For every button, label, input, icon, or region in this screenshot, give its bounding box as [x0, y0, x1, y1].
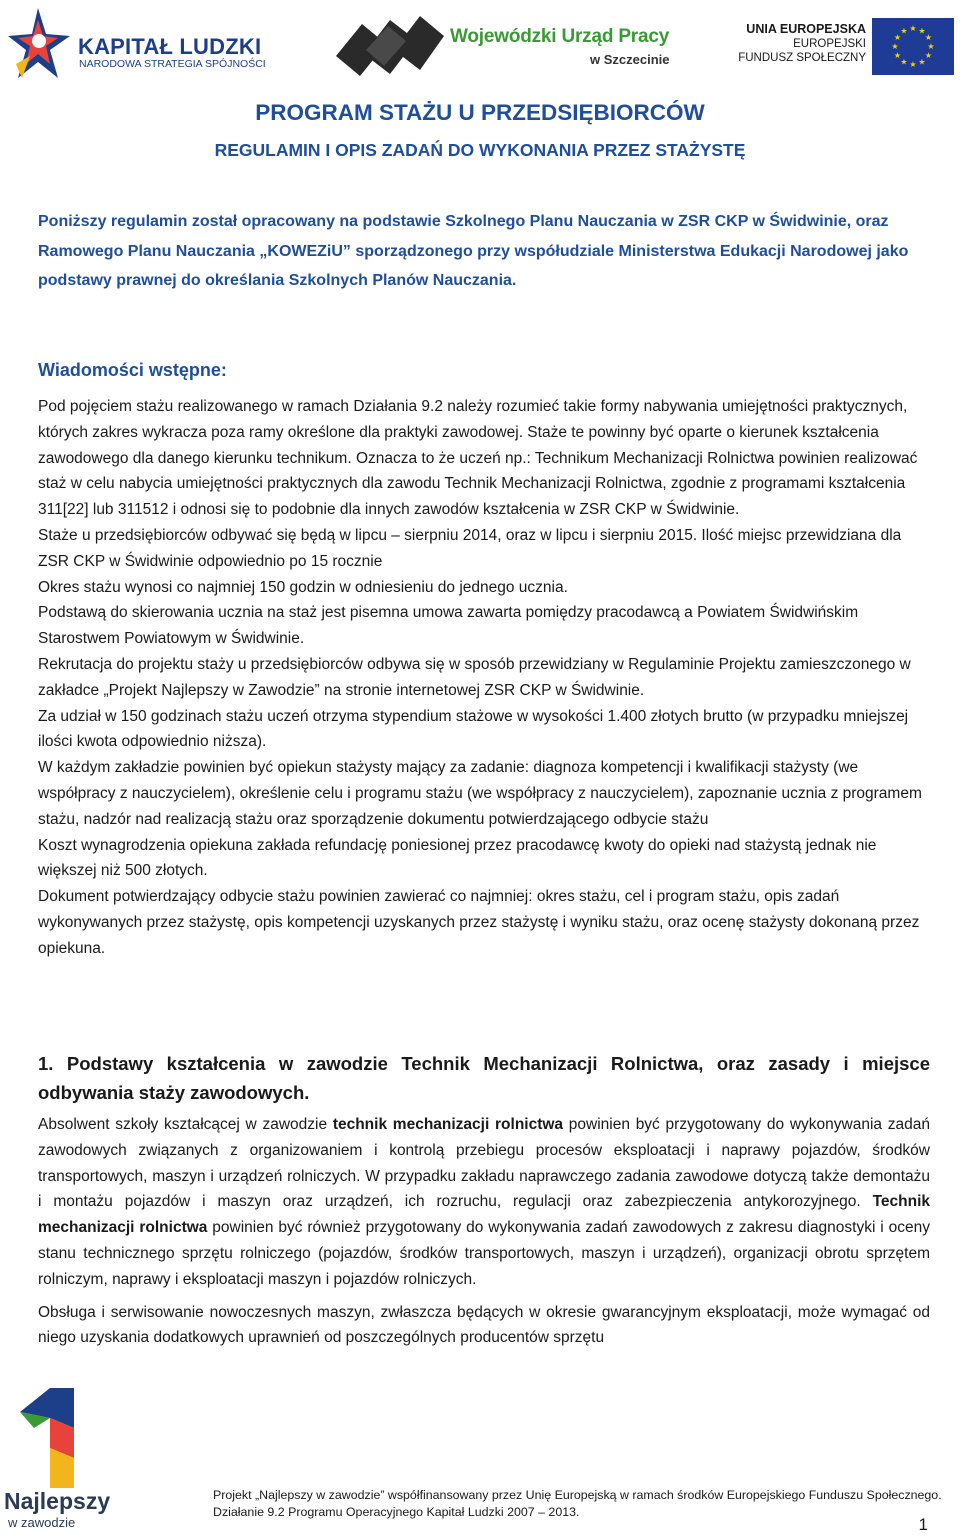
paragraph: Koszt wynagrodzenia opiekuna zakłada refundację poniesionej przez pracodawcę kwoty do opieki nad stażystą jednak nie większej niż 500 złotych.	[38, 836, 877, 880]
najlepszy-w-zawodzie-logo	[4, 1388, 124, 1533]
najlepszy-subtitle: w zawodzie	[8, 1515, 76, 1530]
kapital-ludzki-logo	[8, 6, 266, 82]
svg-text:★: ★	[893, 33, 902, 42]
eu-line2: EUROPEJSKI	[793, 38, 866, 50]
paragraph: Dokument potwierdzający odbycie stażu powinien zawierać co najmniej: okres stażu, cel i program stażu, opis zadań wykonywanych przez stażystę, opis kompetencji uzyskanych przez stażystę i wyniku stażu, oraz ocenę stażysty dokonaną przez opiekuna.	[38, 888, 920, 957]
section-1-title: 1. Podstawy kształcenia w zawodzie Technik Mechanizacji Rolnictwa, oraz zasady i miejsce odbywania staży zawodowych.	[38, 1053, 930, 1103]
footer-line-1: Projekt „Najlepszy w zawodzie” współfinansowany przez Unię Europejską w ramach środków Europejskiego Funduszu Społecznego.	[213, 1488, 942, 1502]
wup-cards-icon	[336, 14, 448, 76]
page-number: 1	[918, 1515, 928, 1534]
paragraph: Okres stażu wynosi co najmniej 150 godzin w odniesieniu do jednego ucznia.	[38, 578, 568, 596]
intro-paragraph: Poniższy regulamin został opracowany na podstawie Szkolnego Planu Nauczania w ZSR CKP w Świdwinie, oraz Ramowego Planu Nauczania „KOWEZiU” sporządzonego przy współudziale Ministerstwa Edukacji Narodowej jako podstawy prawnej do określania Szkolnych Planów Nauczania.	[38, 213, 909, 289]
paragraph: Podstawą do skierowania ucznia na staż jest pisemna umowa zawarta pomiędzy pracodawcą a Powiatem Świdwińskim Starostwem Powiatowym w Świdwinie.	[38, 604, 859, 648]
section-1-paragraph-2: Obsługa i serwisowanie nowoczesnych maszyn, zwłaszcza będących w okresie gwarancyjnym eksploatacji, może wymagać od niego uzyskania dodatkowych uprawnień od poszczególnych producentów sprzętu	[38, 1303, 930, 1347]
section-1-paragraph-1: Absolwent szkoły kształcącej w zawodzie technik mechanizacji rolnictwa powinien być przygotowany do wykonywania zadań zawodowych związanych z organizowaniem i kontrolą przebiegu procesów eksploatacji i naprawy pojazdów, środków transportowych, maszyn i urządzeń rolniczych. W przypadku zakładu naprawczego zadania zawodowe dotyczą także demontażu i montażu pojazdów i maszyn oraz urządzeń, ich rozruchu, regulacji oraz zabezpieczenia antykorozyjnego. Technik mechanizacji rolnictwa powinien być również przygotowany do wykonywania zadań zawodowych z zakresu diagnostyki i oceny stanu technicznego sprzętu rolniczego (pojazdów, środków transportowych, maszyn i urządzeń), organizacji obrotu sprzętem rolniczym, naprawy i eksploatacji maszyn i pojazdów rolniczych.	[38, 1116, 930, 1288]
kapital-ludzki-star-icon	[8, 6, 72, 82]
wup-logo	[336, 14, 670, 76]
paragraph: W każdym zakładzie powinien być opiekun stażysty mający za zadanie: diagnoza kompetencji i kwalifikacji stażysty (we współpracy z nauczycielem), określenie celu i programu stażu (we współpracy z nauczycielem), zapoznanie ucznia z programem stażu, nadzór nad realizacją stażu oraz sporządzenie dokumentu potwierdzającego odbycie stażu	[38, 759, 922, 828]
paragraph: Staże u przedsiębiorców odbywać się będą w lipcu – sierpniu 2014, oraz w lipcu i sierpniu 2015. Ilość miejsc przewidziana dla ZSR CKP w Świdwinie odpowiednio po 15 rocznie	[38, 526, 902, 570]
kapital-ludzki-title: KAPITAŁ LUDZKI	[78, 34, 262, 59]
preliminary-body	[38, 394, 930, 962]
footer-text	[213, 1487, 960, 1521]
paragraph: Za udział w 150 godzinach stażu uczeń otrzyma stypendium stażowe w wysokości 1.400 złotych brutto (w przypadku mniejszej ilości kwota odpowiednio niższa).	[38, 707, 909, 751]
svg-text:★: ★	[924, 51, 933, 60]
eu-logo	[740, 18, 954, 76]
wup-subtitle: w Szczecinie	[590, 52, 670, 67]
svg-text:★: ★	[918, 57, 926, 67]
document-title: PROGRAM STAŻU U PRZEDSIĘBIORCÓW	[255, 100, 705, 125]
najlepszy-title: Najlepszy	[4, 1488, 111, 1514]
svg-text:★: ★	[924, 33, 933, 42]
svg-text:★: ★	[909, 60, 917, 69]
document-subtitle: REGULAMIN I OPIS ZADAŃ DO WYKONANIA PRZEZ STAŻYSTĘ	[214, 140, 746, 160]
eu-line1: UNIA EUROPEJSKA	[746, 22, 866, 36]
paragraph: Pod pojęciem stażu realizowanego w ramach Działania 9.2 należy rozumieć takie formy nabywania umiejętności praktycznych, których zakres wykracza poza ramy określone dla praktyki zawodowej. Staże te powinny być oparte o kierunek kształcenia zawodowego dla danego kierunku technikum. Oznacza to że uczeń np.: Technikum Mechanizacji Rolnictwa powinien realizować staż w celu nabycia umiejętności praktycznych dla zawodu Technik Mechanizacji Rolnictwa, zgodnie z programami kształcenia 311[22] lub 311512 i odnosi się to podobnie dla innych zawodów kształcenia w ZSR CKP w Świdwinie.	[38, 398, 918, 519]
eu-flag-icon	[872, 18, 954, 75]
svg-text:★: ★	[918, 26, 926, 36]
svg-text:★: ★	[900, 26, 908, 36]
preliminary-heading: Wiadomości wstępne:	[38, 360, 227, 380]
number-one-icon	[14, 1388, 82, 1488]
svg-text:★: ★	[893, 51, 902, 60]
wup-title: Wojewódzki Urząd Pracy	[450, 26, 670, 47]
svg-text:★: ★	[900, 57, 908, 67]
svg-text:★: ★	[909, 24, 917, 33]
svg-text:★: ★	[927, 42, 935, 51]
eu-line3: FUNDUSZ SPOŁECZNY	[738, 52, 866, 64]
footer-line-2: Działanie 9.2 Programu Operacyjnego Kapitał Ludzki 2007 – 2013.	[213, 1505, 580, 1519]
svg-text:★: ★	[891, 42, 899, 51]
kapital-ludzki-subtitle: NARODOWA STRATEGIA SPÓJNOŚCI	[79, 58, 266, 70]
section-1-body	[38, 1112, 930, 1358]
paragraph: Rekrutacja do projektu staży u przedsiębiorców odbywa się w sposób przewidziany w Regulaminie Projektu zamieszczonego w zakładce „Projekt Najlepszy w Zawodzie” na stronie internetowej ZSR CKP w Świdwinie.	[38, 655, 911, 699]
